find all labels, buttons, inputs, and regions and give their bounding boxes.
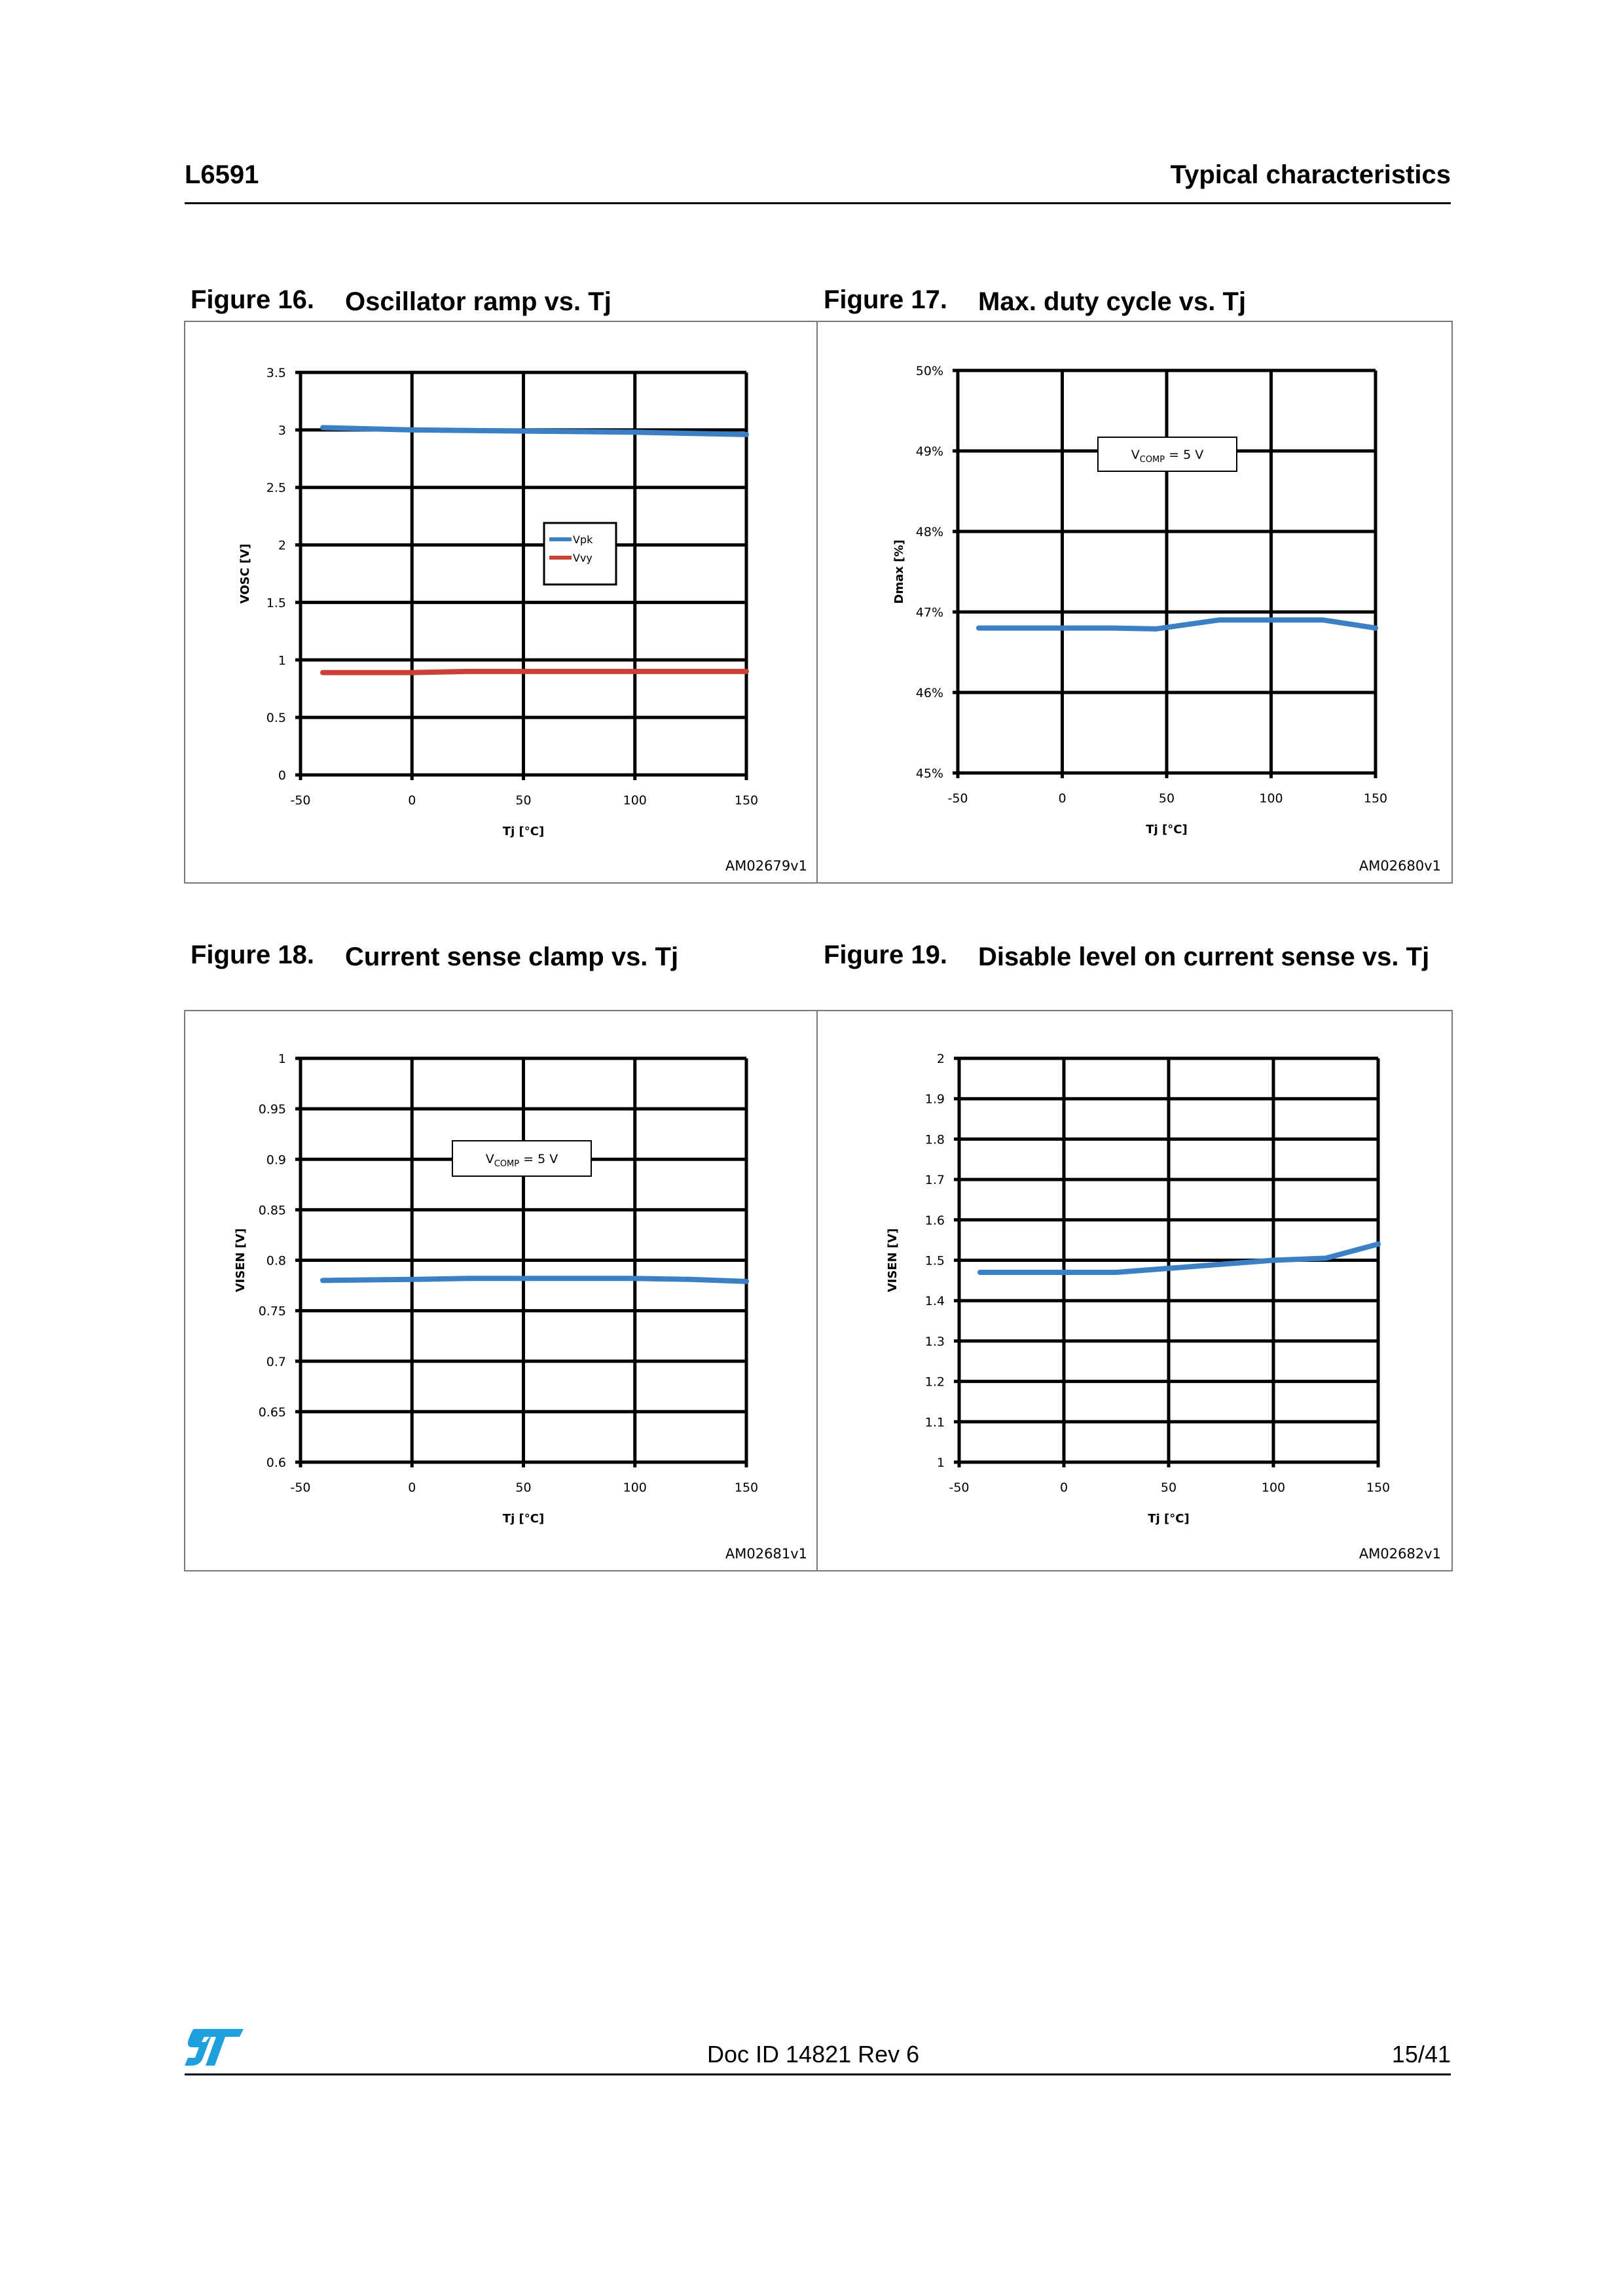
chart-panel-fig18 (184, 1010, 819, 1571)
y-tick-label: 45% (915, 766, 943, 781)
footer-page-number: 15/41 (1391, 2041, 1451, 2068)
chart-fig16 (185, 322, 818, 882)
series-line-vvy (323, 672, 746, 673)
doc-header-right: Typical characteristics (1170, 160, 1451, 189)
y-tick-label: 47% (915, 605, 943, 620)
y-tick-label: 1.5 (266, 596, 286, 611)
figure-caption: Max. duty cycle vs. Tj (978, 287, 1247, 316)
x-axis-label: Tj [°C] (1146, 823, 1188, 836)
x-tick-label: 0 (408, 1480, 416, 1495)
x-tick-label: 50 (515, 793, 532, 808)
y-tick-label: 1 (936, 1456, 945, 1470)
y-tick-label: 0.6 (266, 1456, 286, 1470)
x-tick-label: -50 (949, 1480, 970, 1495)
x-tick-label: 150 (734, 793, 759, 808)
y-tick-label: 3 (278, 423, 286, 438)
figure-code: AM02679v1 (725, 858, 807, 874)
y-tick-label: 0 (278, 768, 286, 783)
chart-panel-fig19 (816, 1010, 1453, 1571)
y-tick-label: 1.5 (924, 1253, 945, 1268)
figure-number: Figure 16. (191, 285, 314, 314)
chart-panel-fig17 (816, 321, 1453, 884)
y-tick-label: 2.5 (266, 480, 286, 495)
y-tick-label: 46% (915, 686, 943, 700)
x-axis-label: Tj [°C] (502, 1512, 545, 1526)
vcomp-annotation (1098, 437, 1237, 471)
y-axis-label: VISEN [V] (886, 1228, 900, 1293)
chart-panel-fig16 (184, 321, 819, 884)
y-tick-label: 1.2 (924, 1374, 945, 1390)
legend-label: Vvy (573, 552, 593, 564)
series-line-dmax (979, 620, 1376, 629)
chart-fig18 (185, 1011, 818, 1570)
y-tick-label: 0.95 (258, 1102, 286, 1117)
figure-number: Figure 19. (824, 941, 947, 969)
vcomp-annotation (452, 1141, 591, 1176)
y-tick-label: 0.8 (266, 1253, 286, 1268)
y-tick-label: 1.8 (924, 1132, 945, 1147)
y-tick-label: 2 (936, 1052, 945, 1066)
x-tick-label: 100 (623, 1480, 647, 1495)
x-tick-label: 0 (1059, 1480, 1068, 1495)
x-tick-label: 150 (1363, 791, 1388, 806)
series-line-visen (980, 1244, 1378, 1272)
y-tick-label: 0.65 (258, 1405, 286, 1420)
y-tick-label: 1 (278, 1052, 286, 1066)
y-axis-label: VOSC [V] (238, 543, 252, 604)
chart-fig19 (818, 1011, 1451, 1570)
chart-legend (544, 523, 616, 584)
y-tick-label: 1.7 (924, 1173, 945, 1188)
x-tick-label: 50 (1158, 791, 1175, 806)
doc-header-left: L6591 (185, 160, 259, 189)
figure-number: Figure 17. (824, 285, 947, 314)
chart-fig17 (818, 322, 1451, 882)
x-tick-label: -50 (290, 1480, 311, 1495)
annotation-sub: COMP (1139, 455, 1165, 465)
x-tick-label: 100 (1259, 791, 1283, 806)
y-axis-label: Dmax [%] (892, 539, 906, 604)
x-tick-label: 150 (1366, 1480, 1391, 1495)
x-axis-label: Tj [°C] (502, 825, 545, 838)
figure-number: Figure 18. (191, 941, 314, 969)
y-tick-label: 0.9 (266, 1153, 286, 1168)
figure-caption: Disable level on current sense vs. Tj (978, 942, 1430, 971)
x-tick-label: 100 (623, 793, 647, 808)
y-tick-label: 0.75 (258, 1304, 286, 1319)
x-tick-label: 0 (1058, 791, 1067, 806)
y-tick-label: 49% (915, 444, 943, 459)
x-tick-label: 0 (408, 793, 416, 808)
y-tick-label: 1.4 (924, 1294, 945, 1309)
y-tick-label: 1 (278, 653, 286, 668)
y-tick-label: 0.85 (258, 1203, 286, 1218)
annotation-sub: COMP (494, 1159, 520, 1169)
annotation-v: V (1131, 448, 1140, 462)
y-tick-label: 1.3 (924, 1334, 945, 1349)
annotation-rest: = 5 V (1165, 448, 1204, 462)
y-tick-label: 1.9 (924, 1092, 945, 1107)
y-tick-label: 48% (915, 525, 943, 539)
x-tick-label: 50 (1160, 1480, 1177, 1495)
figure-caption: Current sense clamp vs. Tj (345, 942, 679, 971)
y-tick-label: 3.5 (266, 366, 286, 380)
figure-code: AM02682v1 (1359, 1546, 1441, 1562)
st-logo (185, 2028, 245, 2067)
y-tick-label: 2 (278, 538, 286, 553)
legend-label: Vpk (573, 533, 593, 546)
y-tick-label: 50% (915, 364, 943, 378)
x-tick-label: 50 (515, 1480, 532, 1495)
y-tick-label: 0.5 (266, 711, 286, 726)
st-logo-icon (185, 2028, 245, 2067)
figure-code: AM02681v1 (725, 1546, 807, 1562)
figure-code: AM02680v1 (1359, 858, 1441, 874)
x-tick-label: -50 (290, 793, 311, 808)
footer-rule (185, 2073, 1451, 2075)
y-axis-label: VISEN [V] (234, 1228, 247, 1293)
x-tick-label: -50 (947, 791, 968, 806)
y-tick-label: 1.6 (924, 1213, 945, 1228)
footer-doc-id: Doc ID 14821 Rev 6 (707, 2041, 920, 2068)
y-tick-label: 0.7 (266, 1354, 286, 1369)
figure-caption: Oscillator ramp vs. Tj (345, 287, 611, 316)
x-axis-label: Tj [°C] (1148, 1512, 1190, 1526)
header-rule (185, 202, 1451, 204)
x-tick-label: 150 (734, 1480, 759, 1495)
series-line-visen (323, 1278, 746, 1282)
y-tick-label: 1.1 (924, 1415, 945, 1430)
annotation-rest: = 5 V (519, 1152, 558, 1166)
x-tick-label: 100 (1261, 1480, 1286, 1495)
annotation-v: V (485, 1152, 494, 1166)
